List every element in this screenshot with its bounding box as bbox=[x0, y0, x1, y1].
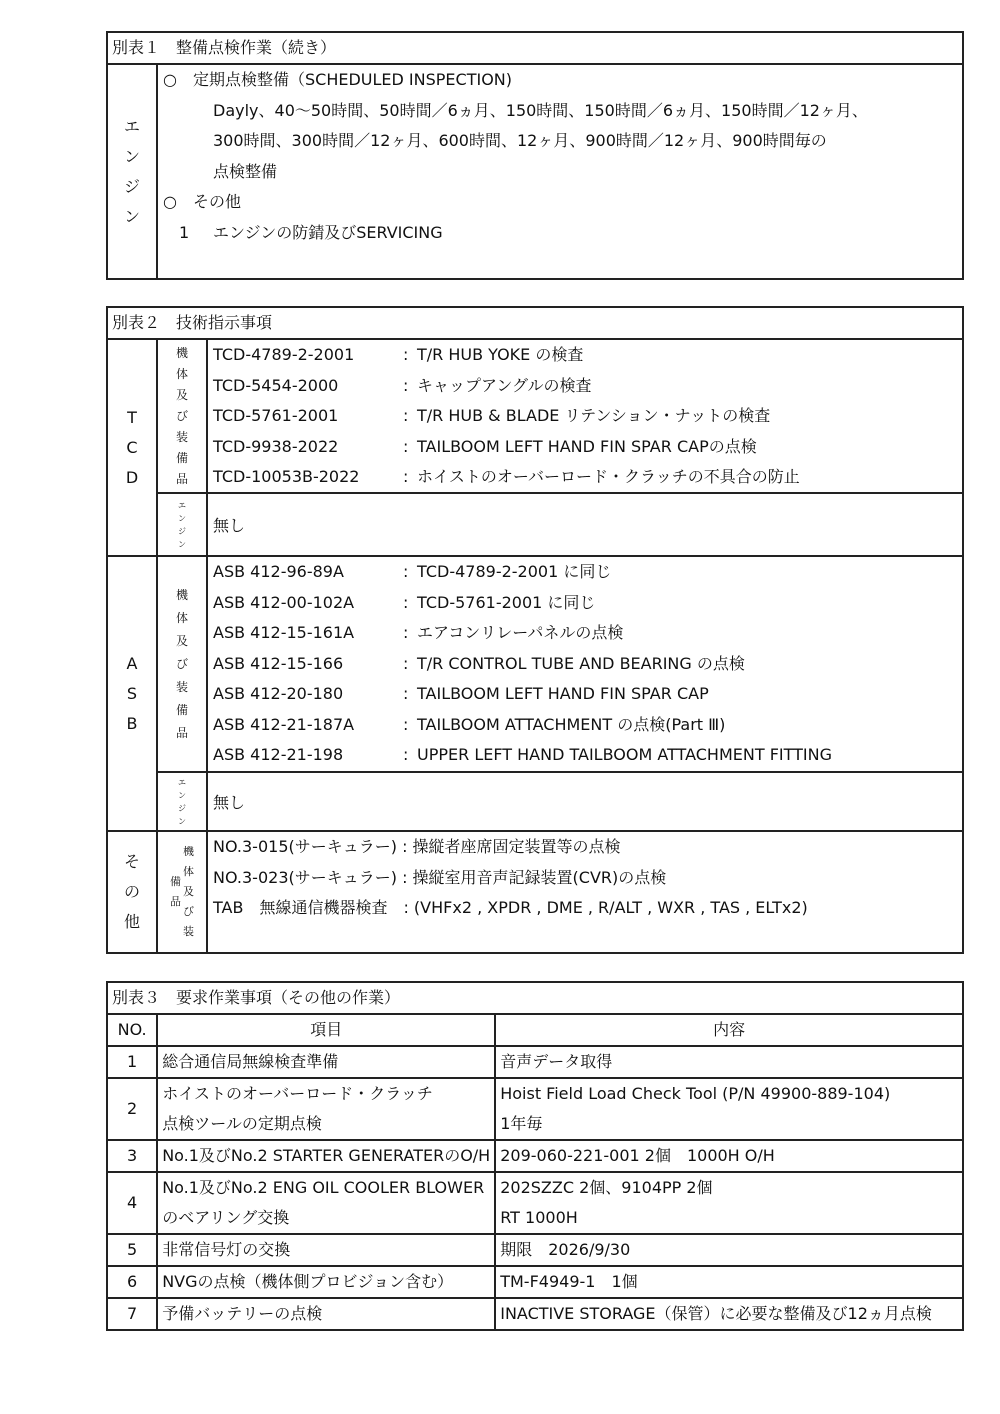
label-char: 及 bbox=[175, 633, 188, 648]
row-number: 6 bbox=[107, 1266, 157, 1298]
table-row bbox=[107, 1266, 963, 1298]
tcd-section bbox=[108, 340, 962, 555]
side-char: エ bbox=[123, 116, 140, 136]
label-char: 体 bbox=[175, 610, 188, 625]
list-item: TAB 無線通信機器検査 : (VHFx2 , XPDR , DME , R/ALT , WXR , TAS , ELTx2) bbox=[213, 898, 808, 917]
row-number: 3 bbox=[107, 1140, 157, 1172]
label-char: ン bbox=[178, 513, 186, 523]
asb-description: UPPER LEFT HAND TAILBOOM ATTACHMENT FITTING bbox=[417, 745, 832, 764]
row-item: No.1及びNo.2 STARTER GENERATERのO/H bbox=[157, 1140, 495, 1172]
label-char: ン bbox=[178, 790, 186, 800]
table-3-title: 別表３ 要求作業事項（その他の作業） bbox=[107, 982, 963, 1014]
list-item bbox=[213, 401, 962, 432]
label-char: エ bbox=[178, 777, 186, 787]
circle-bullet: ○ bbox=[163, 70, 177, 89]
row-number: 1 bbox=[107, 1046, 157, 1078]
row-item-line: ホイストのオーバーロード・クラッチ bbox=[162, 1084, 433, 1103]
label-char: エ bbox=[178, 500, 186, 510]
asb-engine-label bbox=[158, 773, 208, 830]
asb-code: ASB 412-15-161A bbox=[213, 623, 355, 642]
separator: : bbox=[403, 714, 409, 734]
label-char: び bbox=[175, 656, 188, 671]
column-header-no: NO. bbox=[107, 1014, 157, 1046]
engine-side-label bbox=[108, 65, 158, 278]
other-airframe-label bbox=[158, 832, 208, 952]
label-char: び bbox=[183, 905, 194, 918]
label-char: S bbox=[126, 683, 138, 703]
asb-description: TCD-4789-2-2001 に同じ bbox=[417, 562, 612, 581]
row-item-line: No.1及びNo.2 ENG OIL COOLER BLOWER bbox=[162, 1178, 485, 1197]
asb-description: T/R CONTROL TUBE AND BEARING の点検 bbox=[417, 653, 745, 673]
table-row bbox=[107, 1298, 963, 1330]
item-number: 1 bbox=[179, 222, 190, 242]
asb-engine-none: 無し bbox=[213, 793, 246, 812]
separator: : bbox=[403, 345, 409, 364]
row-content-line: 202SZZC 2個、9104PP 2個 bbox=[500, 1178, 713, 1197]
side-char: ン bbox=[123, 146, 140, 166]
row-content-line: 1年毎 bbox=[500, 1114, 543, 1133]
table-row bbox=[107, 1046, 963, 1078]
label-char: ン bbox=[178, 539, 186, 549]
table-row bbox=[107, 1234, 963, 1266]
row-number: 5 bbox=[107, 1234, 157, 1266]
engine-servicing-item: エンジンの防錆及びSERVICING bbox=[213, 222, 443, 242]
label-char: ジ bbox=[178, 526, 186, 536]
list-item bbox=[213, 740, 962, 771]
label-char: 装 bbox=[183, 925, 194, 938]
tcd-code: TCD-9938-2022 bbox=[213, 436, 339, 456]
other-section bbox=[108, 830, 962, 952]
row-item bbox=[157, 1172, 495, 1234]
row-item: 総合通信局無線検査準備 bbox=[157, 1046, 495, 1078]
separator: : bbox=[403, 436, 409, 456]
inspection-intervals-line: 点検整備 bbox=[213, 161, 278, 181]
label-char: T bbox=[127, 407, 137, 427]
label-char: ジ bbox=[178, 803, 186, 813]
row-item bbox=[157, 1078, 495, 1140]
separator: : bbox=[403, 406, 409, 425]
row-number: 7 bbox=[107, 1298, 157, 1330]
asb-code: ASB 412-00-102A bbox=[213, 592, 355, 612]
separator: : bbox=[403, 592, 409, 612]
list-item bbox=[213, 618, 962, 649]
tcd-description: ホイストのオーバーロード・クラッチの不具合の防止 bbox=[417, 467, 800, 486]
row-number: 2 bbox=[107, 1078, 157, 1140]
label-char: 品 bbox=[175, 725, 188, 740]
asb-code: ASB 412-96-89A bbox=[213, 562, 344, 581]
label-char: 備 bbox=[170, 875, 181, 888]
list-item bbox=[213, 432, 962, 463]
row-content: INACTIVE STORAGE（保管）に必要な整備及び12ヵ月点検 bbox=[495, 1298, 963, 1330]
tcd-description: キャップアングルの検査 bbox=[417, 375, 592, 395]
label-char: 機 bbox=[175, 345, 188, 360]
column-header-content: 内容 bbox=[495, 1014, 963, 1046]
label-char: 機 bbox=[183, 845, 194, 858]
tcd-description: T/R HUB & BLADE リテンション・ナットの検査 bbox=[417, 406, 771, 425]
list-item bbox=[213, 710, 962, 741]
separator: : bbox=[403, 562, 409, 581]
table-row bbox=[107, 1078, 963, 1140]
list-item bbox=[213, 649, 962, 680]
label-char: ン bbox=[178, 816, 186, 826]
label-char: 品 bbox=[170, 895, 181, 908]
row-content: 209-060-221-001 2個 1000H O/H bbox=[495, 1140, 963, 1172]
label-char: 品 bbox=[175, 471, 188, 486]
other-heading: その他 bbox=[193, 192, 242, 211]
asb-description: エアコンリレーパネルの点検 bbox=[417, 623, 624, 642]
separator: : bbox=[403, 684, 409, 703]
label-char: 及 bbox=[175, 387, 188, 402]
table-3 bbox=[106, 981, 964, 1331]
asb-airframe-list bbox=[208, 557, 962, 771]
tcd-code: TCD-10053B-2022 bbox=[213, 467, 360, 486]
asb-code: ASB 412-21-187A bbox=[213, 714, 355, 734]
row-item: NVGの点検（機体側プロビジョン含む） bbox=[157, 1266, 495, 1298]
row-content: TM-F4949-1 1個 bbox=[495, 1266, 963, 1298]
circle-bullet: ○ bbox=[163, 192, 177, 211]
row-content bbox=[495, 1078, 963, 1140]
asb-airframe-label bbox=[158, 557, 208, 771]
separator: : bbox=[403, 623, 409, 642]
row-item: 予備バッテリーの点検 bbox=[157, 1298, 495, 1330]
label-char: 備 bbox=[175, 450, 188, 465]
table-1 bbox=[106, 31, 964, 280]
tcd-code: TCD-4789-2-2001 bbox=[213, 345, 355, 364]
tcd-description: T/R HUB YOKE の検査 bbox=[417, 345, 584, 364]
asb-description: TAILBOOM ATTACHMENT の点検(Part Ⅲ) bbox=[417, 714, 726, 734]
row-item-line: のベアリング交換 bbox=[162, 1208, 290, 1227]
table-1-title: 別表１ 整備点検作業（続き） bbox=[108, 33, 962, 65]
label-char: 装 bbox=[175, 679, 188, 694]
separator: : bbox=[403, 745, 409, 764]
table-1-content bbox=[158, 65, 962, 278]
row-number: 4 bbox=[107, 1172, 157, 1234]
tcd-code: TCD-5761-2001 bbox=[213, 406, 339, 425]
asb-description: TCD-5761-2001 に同じ bbox=[417, 592, 596, 612]
table-2 bbox=[106, 306, 964, 954]
tcd-code: TCD-5454-2000 bbox=[213, 375, 339, 395]
side-char: ジ bbox=[123, 176, 140, 196]
row-content-line: Hoist Field Load Check Tool (P/N 49900-889-104) bbox=[500, 1084, 891, 1103]
asb-code: ASB 412-20-180 bbox=[213, 684, 344, 703]
table-row bbox=[107, 1140, 963, 1172]
other-list bbox=[208, 832, 962, 952]
separator: : bbox=[403, 467, 409, 486]
table-header-row bbox=[107, 1014, 963, 1046]
separator: : bbox=[403, 653, 409, 673]
label-char: そ bbox=[123, 852, 140, 871]
row-content-line: RT 1000H bbox=[500, 1208, 578, 1227]
tcd-engine-label bbox=[158, 494, 208, 555]
tcd-engine-none: 無し bbox=[213, 516, 246, 535]
label-char: A bbox=[126, 653, 138, 673]
label-char: C bbox=[126, 437, 138, 457]
tcd-airframe-label bbox=[158, 340, 208, 492]
asb-code: ASB 412-15-166 bbox=[213, 653, 344, 673]
column-header-item: 項目 bbox=[157, 1014, 495, 1046]
list-item bbox=[213, 557, 962, 588]
list-item bbox=[213, 371, 962, 402]
separator: : bbox=[403, 375, 409, 395]
label-char: B bbox=[126, 713, 138, 733]
row-content bbox=[495, 1172, 963, 1234]
label-char: 機 bbox=[175, 587, 188, 602]
asb-section bbox=[108, 555, 962, 830]
label-char: 装 bbox=[175, 429, 188, 444]
list-item bbox=[213, 340, 962, 371]
row-content: 音声データ取得 bbox=[495, 1046, 963, 1078]
other-label bbox=[108, 832, 158, 952]
tcd-description: TAILBOOM LEFT HAND FIN SPAR CAPの点検 bbox=[417, 436, 757, 456]
label-char: 他 bbox=[123, 912, 140, 931]
asb-code: ASB 412-21-198 bbox=[213, 745, 344, 764]
list-item: NO.3-015(サーキュラー) : 操縦者座席固定装置等の点検 bbox=[213, 837, 621, 856]
row-item: 非常信号灯の交換 bbox=[157, 1234, 495, 1266]
label-char: 体 bbox=[183, 865, 194, 878]
label-char: 及 bbox=[183, 885, 194, 898]
row-content: 期限 2026/9/30 bbox=[495, 1234, 963, 1266]
asb-label bbox=[108, 557, 158, 830]
tcd-label bbox=[108, 340, 158, 555]
asb-description: TAILBOOM LEFT HAND FIN SPAR CAP bbox=[417, 684, 709, 703]
label-char: 体 bbox=[175, 366, 188, 381]
side-char: ン bbox=[123, 206, 140, 226]
scheduled-inspection-heading: 定期点検整備（SCHEDULED INSPECTION) bbox=[193, 70, 513, 89]
label-char: び bbox=[175, 408, 188, 423]
row-item-line: 点検ツールの定期点検 bbox=[162, 1114, 322, 1133]
label-char: の bbox=[123, 882, 140, 901]
list-item bbox=[213, 679, 962, 710]
tcd-airframe-list bbox=[208, 340, 962, 492]
list-item bbox=[213, 588, 962, 619]
list-item: NO.3-023(サーキュラー) : 操縦室用音声記録装置(CVR)の点検 bbox=[213, 867, 667, 887]
label-char: 備 bbox=[175, 702, 188, 717]
inspection-intervals-line: 300時間、300時間／12ヶ月、600時間、12ヶ月、900時間／12ヶ月、900時間毎の bbox=[213, 131, 827, 150]
list-item bbox=[213, 462, 962, 493]
inspection-intervals-line: Dayly、40〜50時間、50時間／6ヵ月、150時間、150時間／6ヵ月、150時間／12ヶ月、 bbox=[213, 100, 868, 120]
table-2-title: 別表２ 技術指示事項 bbox=[108, 308, 962, 340]
label-char: D bbox=[125, 467, 139, 487]
table-row bbox=[107, 1172, 963, 1234]
